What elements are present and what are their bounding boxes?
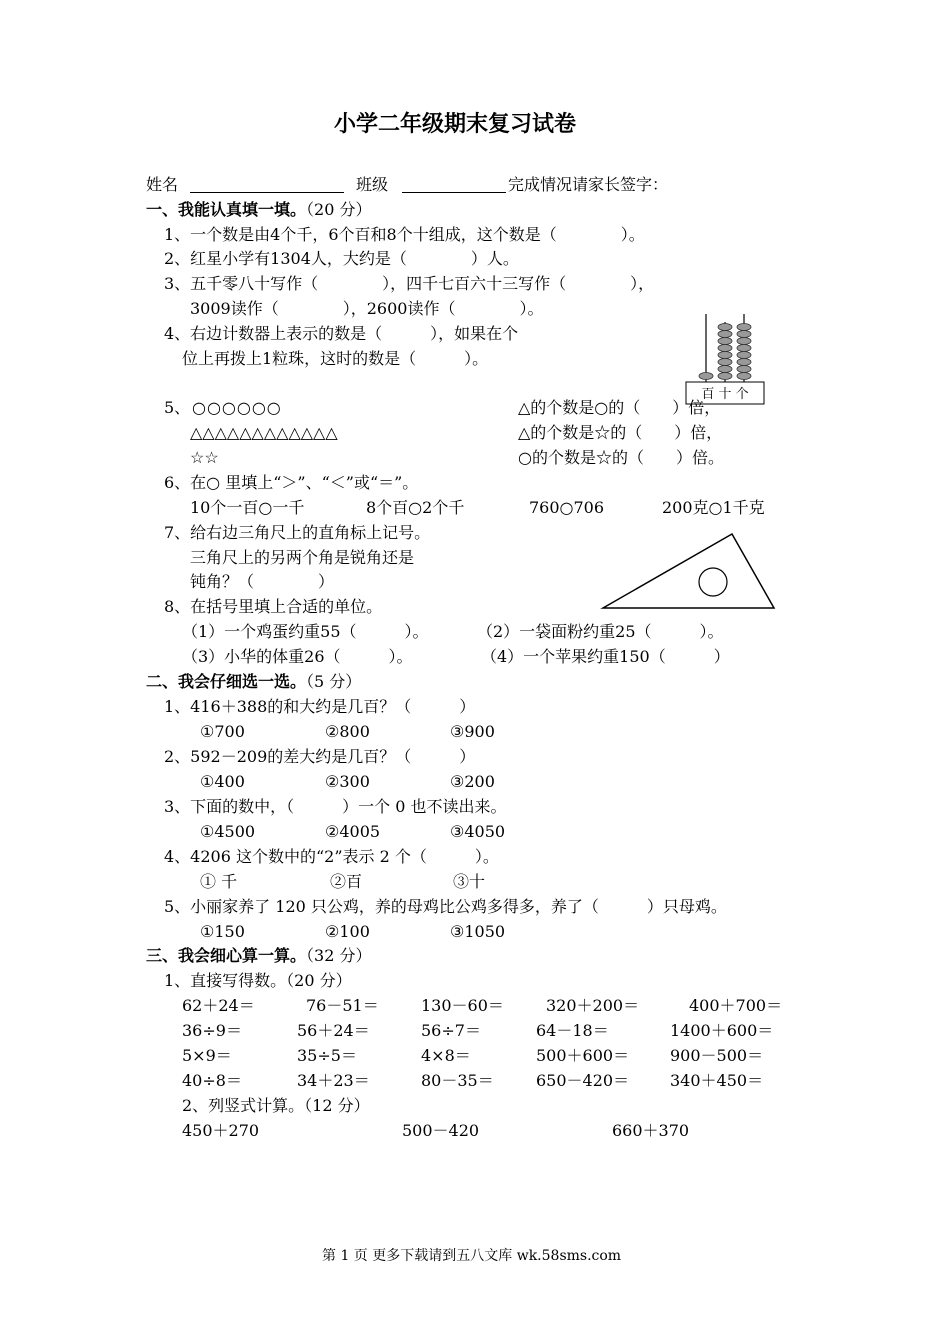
calc-item: 130－60＝ (421, 996, 504, 1015)
s1-q6-compare-1: 10个一百○一千 (190, 498, 305, 517)
s1-q4-line2: 位上再拨上1粒珠，这时的数是（ ）。 (182, 349, 489, 368)
s1-q5-ratio-2: △的个数是☆的（ ）倍， (518, 423, 723, 442)
s1-q5-ratio-1: △的个数是○的（ ）倍， (518, 398, 721, 417)
s1-q8-item-2: （2）一袋面粉约重25（ ）。 (477, 622, 724, 641)
s1-q5-circles: ○○○○○○ (192, 398, 282, 417)
calc-item: 34＋23＝ (297, 1071, 370, 1090)
section-3-heading: 三、我会细心算一算。（32 分） (146, 946, 372, 965)
calc-item: 400＋700＝ (689, 996, 783, 1015)
s3-sub1: 1、直接写得数。（20 分） (164, 971, 352, 990)
s2-q1-opt-1: ①700 (200, 722, 245, 741)
s1-q8-item-3: （3）小华的体重26（ ）。 (182, 647, 413, 666)
s1-q5-stars: ☆☆ (190, 448, 219, 467)
s1-q3-line2: 3009读作（ ），2600读作（ ）。 (190, 299, 544, 318)
s1-q8-item-1: （1）一个鸡蛋约重55（ ）。 (182, 622, 429, 641)
vertical-calc-3: 660＋370 (612, 1121, 690, 1140)
vertical-calc-2: 500－420 (402, 1121, 480, 1140)
s2-q5-opt-2: ②100 (325, 922, 370, 941)
s2-q3: 3、下面的数中，（ ）一个 0 也不读出来。 (164, 797, 507, 816)
calc-item: 80－35＝ (421, 1071, 494, 1090)
s1-q6-compare-3: 760○706 (529, 498, 605, 517)
vertical-calc-1: 450＋270 (182, 1121, 260, 1140)
s2-q1-opt-3: ③900 (450, 722, 495, 741)
calc-item: 56÷7＝ (421, 1021, 481, 1040)
triangle-ruler-illustration (600, 532, 780, 612)
calc-item: 5×9＝ (182, 1046, 232, 1065)
s2-q3-opt-3: ③4050 (450, 822, 506, 841)
calc-item: 900－500＝ (670, 1046, 764, 1065)
abacus-label: 百 十 个 (701, 387, 749, 402)
abacus-illustration (684, 312, 774, 407)
s1-q7-line2: 三角尺上的另两个角是锐角还是 (190, 548, 415, 567)
s1-q7-line1: 7、给右边三角尺上的直角标上记号。 (164, 523, 431, 542)
s2-q1-opt-2: ②800 (325, 722, 370, 741)
s1-q5-ratio-3: ○的个数是☆的（ ）倍。 (518, 448, 724, 467)
class-label: 班级 (356, 175, 389, 194)
s2-q4-opt-1: ① 千 (200, 872, 238, 891)
calc-item: 36÷9＝ (182, 1021, 242, 1040)
s2-q3-opt-2: ②4005 (325, 822, 381, 841)
s2-q5-opt-1: ①150 (200, 922, 245, 941)
calc-item: 650－420＝ (536, 1071, 630, 1090)
s1-q3-line1: 3、五千零八十写作（ ），四千七百六十三写作（ ）， (164, 274, 655, 293)
calc-item: 56＋24＝ (297, 1021, 370, 1040)
calc-item: 4×8＝ (421, 1046, 471, 1065)
s2-q2-opt-3: ③200 (450, 772, 495, 791)
s1-q5-label: 5、 (164, 398, 191, 417)
s1-q8: 8、在括号里填上合适的单位。 (164, 597, 383, 616)
s1-q7-line3: 钝角？（ ） (190, 572, 335, 591)
s2-q3-opt-1: ①4500 (200, 822, 256, 841)
s1-q6-compare-4: 200克○1千克 (662, 498, 765, 517)
page-title: 小学二年级期末复习试卷 (334, 111, 577, 137)
section-1-heading: 一、我能认真填一填。（20 分） (146, 200, 372, 219)
s2-q4: 4、4206 这个数中的“2”表示 2 个（ ）。 (164, 847, 499, 866)
calc-item: 40÷8＝ (182, 1071, 242, 1090)
s1-q4-line1: 4、右边计数器上表示的数是（ ），如果在个 (164, 324, 519, 343)
s1-q5-triangles: △△△△△△△△△△△△ (190, 423, 338, 442)
s1-q6: 6、在○ 里填上“＞”、“＜”或“＝”。 (164, 473, 419, 492)
s3-sub2: 2、列竖式计算。（12 分） (182, 1096, 370, 1115)
s2-q5: 5、小丽家养了 120 只公鸡，养的母鸡比公鸡多得多，养了（ ）只母鸡。 (164, 897, 727, 916)
calc-item: 64－18＝ (536, 1021, 609, 1040)
section-2-heading: 二、我会仔细选一选。（5 分） (146, 672, 362, 691)
s1-q8-item-4: （4）一个苹果约重150（ ） (481, 647, 730, 666)
calc-item: 320＋200＝ (546, 996, 640, 1015)
s1-q2: 2、红星小学有1304人，大约是（ ）人。 (164, 249, 519, 268)
s1-q1: 1、一个数是由4个千，6个百和8个十组成，这个数是（ ）。 (164, 225, 645, 244)
name-label: 姓名 (146, 175, 179, 194)
name-field[interactable] (190, 192, 344, 193)
calc-item: 35÷5＝ (297, 1046, 357, 1065)
calc-item: 62＋24＝ (182, 996, 255, 1015)
calc-item: 500＋600＝ (536, 1046, 630, 1065)
calc-item: 1400＋600＝ (670, 1021, 774, 1040)
s2-q4-opt-3: ③十 (453, 872, 486, 891)
calc-item: 340＋450＝ (670, 1071, 764, 1090)
s2-q2-opt-2: ②300 (325, 772, 370, 791)
s2-q2-opt-1: ①400 (200, 772, 245, 791)
s2-q2: 2、592－209的差大约是几百？（ ） (164, 747, 476, 766)
parent-sign-label: 完成情况请家长签字： (508, 175, 669, 194)
s1-q6-compare-2: 8个百○2个千 (366, 498, 465, 517)
s2-q1: 1、416＋388的和大约是几百？（ ） (164, 697, 476, 716)
s2-q5-opt-3: ③1050 (450, 922, 506, 941)
s2-q4-opt-2: ②百 (330, 872, 363, 891)
class-field[interactable] (402, 192, 506, 193)
calc-item: 76－51＝ (306, 996, 379, 1015)
page-footer: 第 1 页 更多下载请到五八文库 wk.58sms.com (322, 1248, 622, 1264)
